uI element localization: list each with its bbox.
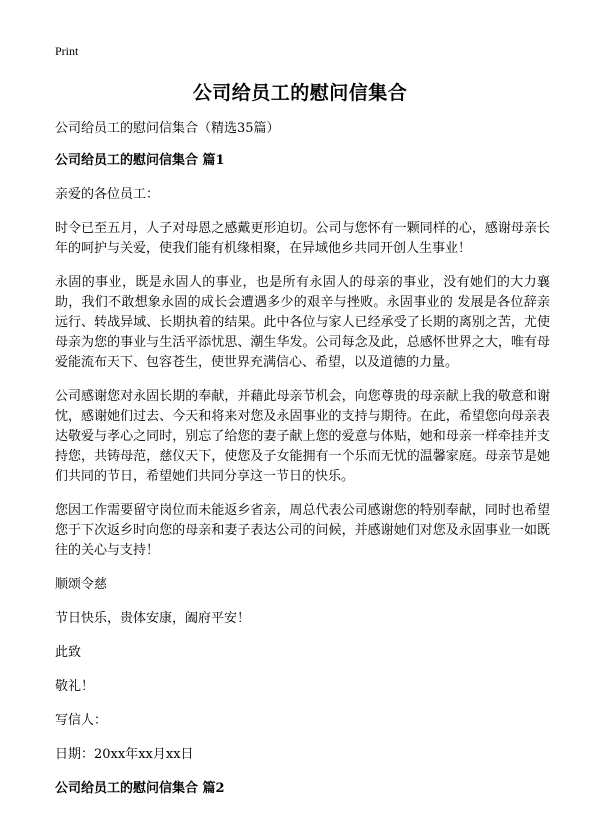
letter-greeting: 亲爱的各位员工：	[55, 187, 160, 202]
closing-regards: 顺颂令慈	[55, 577, 108, 592]
letter-paragraph-3: 公司感谢您对永固长期的奉献，并藉此母亲节机会，向您尊贵的母亲献上我的敬意和谢忱，感谢她们过去、今天和将来对您及永固事业的支持与期待。在此，希望您向母亲表达敬爱与孝心之同时，别忘了给您的妻子献上您的爱意与体贴，她和母亲一样牵挂并支持您，共铸母范，慈仪天下，使您及子女能拥有一个乐而无忧的温馨家庭。母亲节是她们共同的节日，希望她们共同分享这一节日的快乐。	[55, 389, 550, 484]
page-title: 公司给员工的慰问信集合	[192, 82, 408, 104]
letter-paragraph-1: 时令已至五月，人子对母恩之感戴更形迫切。公司与您怀有一颗同样的心，感谢母亲长年的呵护与关爱，使我们能有机缘相聚，在异域他乡共同开创人生事业！	[55, 221, 550, 256]
print-link[interactable]: Print	[55, 44, 79, 58]
closing-cizhi: 此致	[55, 645, 82, 660]
closing-wishes: 节日快乐，贵体安康，阖府平安！	[55, 611, 251, 626]
document-subtitle: 公司给员工的慰问信集合（精选35篇）	[55, 121, 280, 136]
closing-salute: 敬礼！	[55, 679, 95, 694]
section-heading-1: 公司给员工的慰问信集合 篇1	[55, 153, 225, 168]
letter-date: 日期：20xx年xx月xx日	[55, 747, 194, 762]
letter-paragraph-2: 永固的事业，既是永固人的事业，也是所有永固人的母亲的事业，没有她们的大力襄助，我们不敢想象永固的成长会遭遇多少的艰辛与挫败。永固事业的 发展是各位辞亲远行、转战异域、长期执着的结果。此中各位与家人已经承受了长期的离别之苦，尤使母亲为您的事业与生活平添忧思、潮生华发。公司每念及此，总感怀世界之大，唯有母爱能流布天下、包容苍生，使世界充满信心、希望，以及道德的力量。	[55, 275, 550, 370]
letter-paragraph-4: 您因工作需要留守岗位而未能返乡省亲，周总代表公司感谢您的特别奉献，同时也希望您于下次返乡时向您的母亲和妻子表达公司的问候，并感谢她们对您及永固事业一如既往的关心与支持！	[55, 503, 550, 558]
document-body	[55, 119, 550, 813]
letter-writer: 写信人：	[55, 713, 108, 728]
section-heading-2: 公司给员工的慰问信集合 篇2	[55, 781, 225, 796]
